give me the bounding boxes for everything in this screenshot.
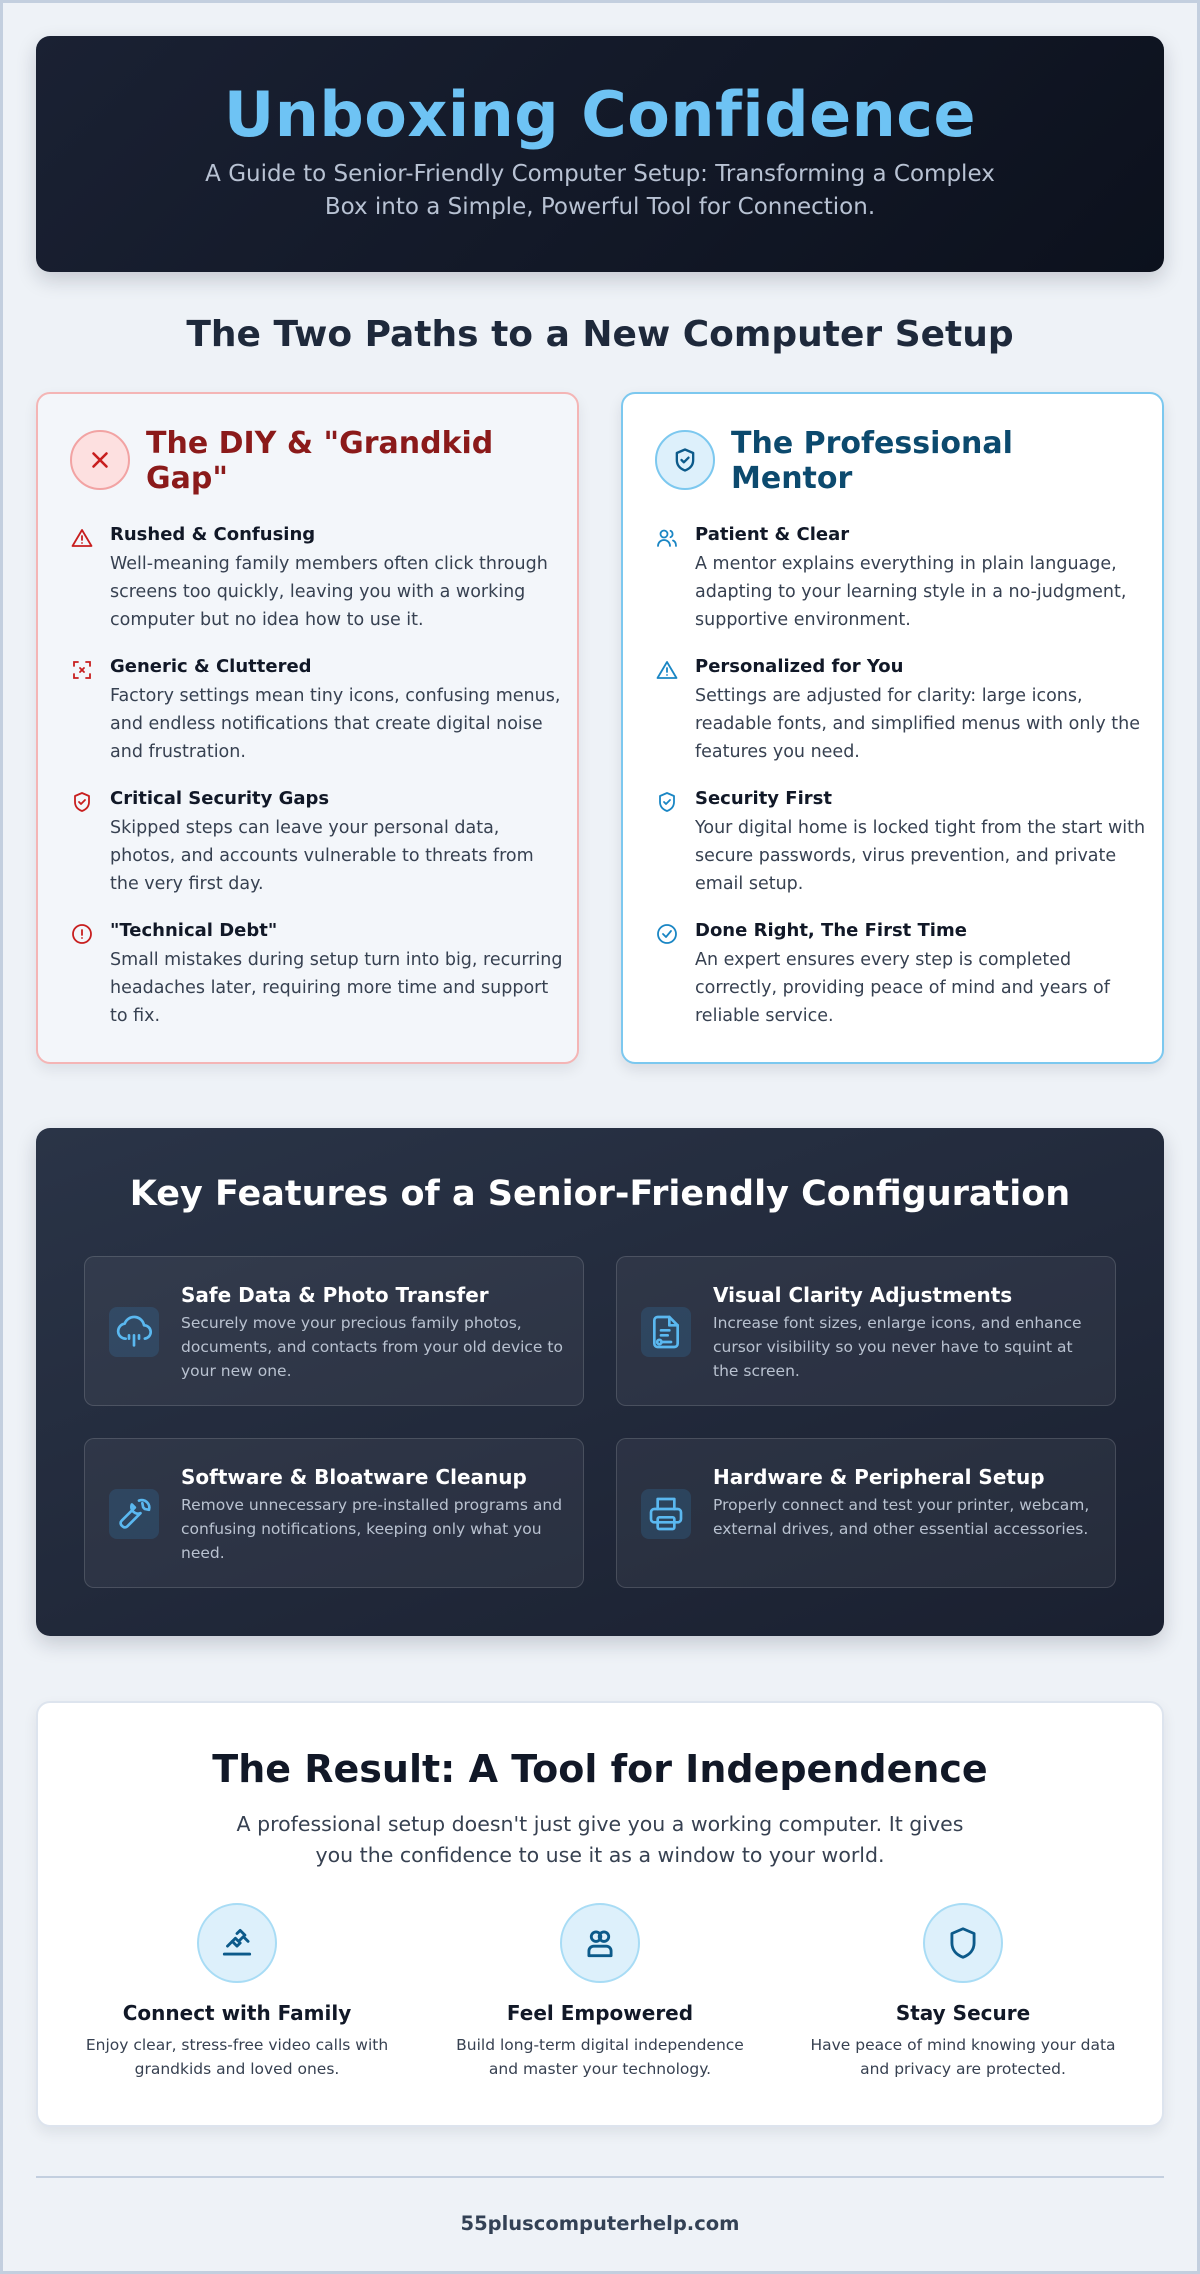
feature-card (84, 1256, 584, 1406)
clutter-icon (70, 658, 94, 682)
diy-item-text: Small mistakes during setup turn into big, recurring headaches later, requiring more time and support to fix. (110, 950, 563, 1026)
shield-check-icon (655, 790, 679, 814)
footer-site-link[interactable]: 55pluscomputerhelp.com (460, 2212, 740, 2235)
features-title: Key Features of a Senior-Friendly Configuration (129, 1174, 1071, 1214)
shield-icon (70, 790, 94, 814)
pro-item-title: Security First (695, 788, 832, 809)
diy-card-title: The DIY & "Grandkid Gap" (146, 426, 494, 496)
benefit-text: Have peace of mind knowing your data and privacy are protected. (810, 2036, 1116, 2078)
diy-item (70, 656, 560, 776)
paths-section-title: The Two Paths to a New Computer Setup (186, 314, 1014, 355)
feature-card (616, 1438, 1116, 1588)
result-card (36, 1701, 1164, 2127)
benefit-text: Enjoy clear, stress-free video calls with grandkids and loved ones. (85, 2036, 389, 2078)
page-subtitle: A Guide to Senior-Friendly Computer Setup: Transforming a Complex Box into a Simple, Powerful Tool for Connection. (205, 161, 995, 220)
benefit-item (72, 1903, 402, 2081)
result-subtitle: A professional setup doesn't just give you a working computer. It gives you the confidence to use it as a window to your world. (236, 1812, 964, 1867)
diy-item-text: Well-meaning family members often click through screens too quickly, leaving you with a working computer but no idea how to use it. (110, 554, 548, 630)
benefit-item (798, 1903, 1128, 2081)
feature-title: Hardware & Peripheral Setup (713, 1465, 1045, 1489)
warning-icon (655, 658, 679, 682)
wrench-icon (109, 1489, 159, 1539)
diy-item-title: Rushed & Confusing (110, 524, 316, 545)
feature-card (616, 1256, 1116, 1406)
people-icon (560, 1903, 640, 1983)
diy-item (70, 788, 560, 908)
pro-item-text: A mentor explains everything in plain language, adapting to your learning style in a no-judgment, supportive environment. (695, 554, 1127, 630)
benefit-title: Feel Empowered (506, 2001, 694, 2025)
diy-item-title: Critical Security Gaps (110, 788, 330, 809)
pro-item (655, 524, 1145, 644)
pro-item (655, 656, 1145, 776)
check-circle-icon (655, 922, 679, 946)
feature-title: Software & Bloatware Cleanup (181, 1465, 527, 1489)
diy-item (70, 920, 563, 1040)
feature-title: Visual Clarity Adjustments (713, 1283, 1013, 1307)
pro-item-title: Done Right, The First Time (695, 920, 967, 941)
benefit-text: Build long-term digital independence and master your technology. (456, 2036, 744, 2078)
pro-item-title: Patient & Clear (695, 524, 850, 545)
pro-item-text: An expert ensures every step is completed correctly, providing peace of mind and years of reliable service. (695, 950, 1110, 1026)
feature-text: Increase font sizes, enlarge icons, and enhance cursor visibility so you never have to squint at the screen. (713, 1314, 1082, 1380)
users-icon (655, 526, 679, 550)
page-title: Unboxing Confidence (223, 78, 977, 151)
info-icon (70, 922, 94, 946)
diy-item-text: Skipped steps can leave your personal data, photos, and accounts vulnerable to threats from the very first day. (110, 818, 534, 894)
pro-item (655, 920, 1145, 1040)
hero-header (36, 36, 1164, 272)
pro-item-text: Settings are adjusted for clarity: large icons, readable fonts, and simplified menus with only the features you need. (695, 686, 1140, 762)
benefit-title: Connect with Family (122, 2001, 352, 2025)
diy-item-text: Factory settings mean tiny icons, confusing menus, and endless notifications that create digital noise and frustration. (110, 686, 561, 762)
feature-text: Remove unnecessary pre-installed programs and confusing notifications, keeping only what you need. (181, 1496, 563, 1562)
shield-icon (923, 1903, 1003, 1983)
diy-item (70, 524, 560, 644)
benefit-title: Stay Secure (895, 2001, 1031, 2025)
pro-item-text: Your digital home is locked tight from the start with secure passwords, virus prevention, and private email setup. (695, 818, 1146, 894)
document-icon (641, 1307, 691, 1357)
benefit-item (435, 1903, 765, 2081)
pro-item (655, 788, 1145, 908)
footer-divider (36, 2176, 1164, 2178)
feature-text: Properly connect and test your printer, webcam, external drives, and other essential accessories. (713, 1496, 1090, 1538)
feature-text: Securely move your precious family photos, documents, and contacts from your old device to your new one. (181, 1314, 563, 1380)
close-icon (70, 430, 130, 490)
features-panel (36, 1128, 1164, 1636)
feature-title: Safe Data & Photo Transfer (181, 1283, 489, 1307)
handshake-icon (197, 1903, 277, 1983)
warning-icon (70, 526, 94, 550)
diy-path-card (36, 392, 579, 1064)
pro-item-title: Personalized for You (695, 656, 904, 677)
pro-card-title: The Professional Mentor (731, 426, 1013, 496)
shield-check-icon (655, 430, 715, 490)
printer-icon (641, 1489, 691, 1539)
cloud-transfer-icon (109, 1307, 159, 1357)
result-title: The Result: A Tool for Independence (212, 1747, 988, 1791)
diy-item-title: "Technical Debt" (110, 920, 278, 941)
pro-path-card (621, 392, 1164, 1064)
feature-card (84, 1438, 584, 1588)
diy-item-title: Generic & Cluttered (110, 656, 312, 677)
